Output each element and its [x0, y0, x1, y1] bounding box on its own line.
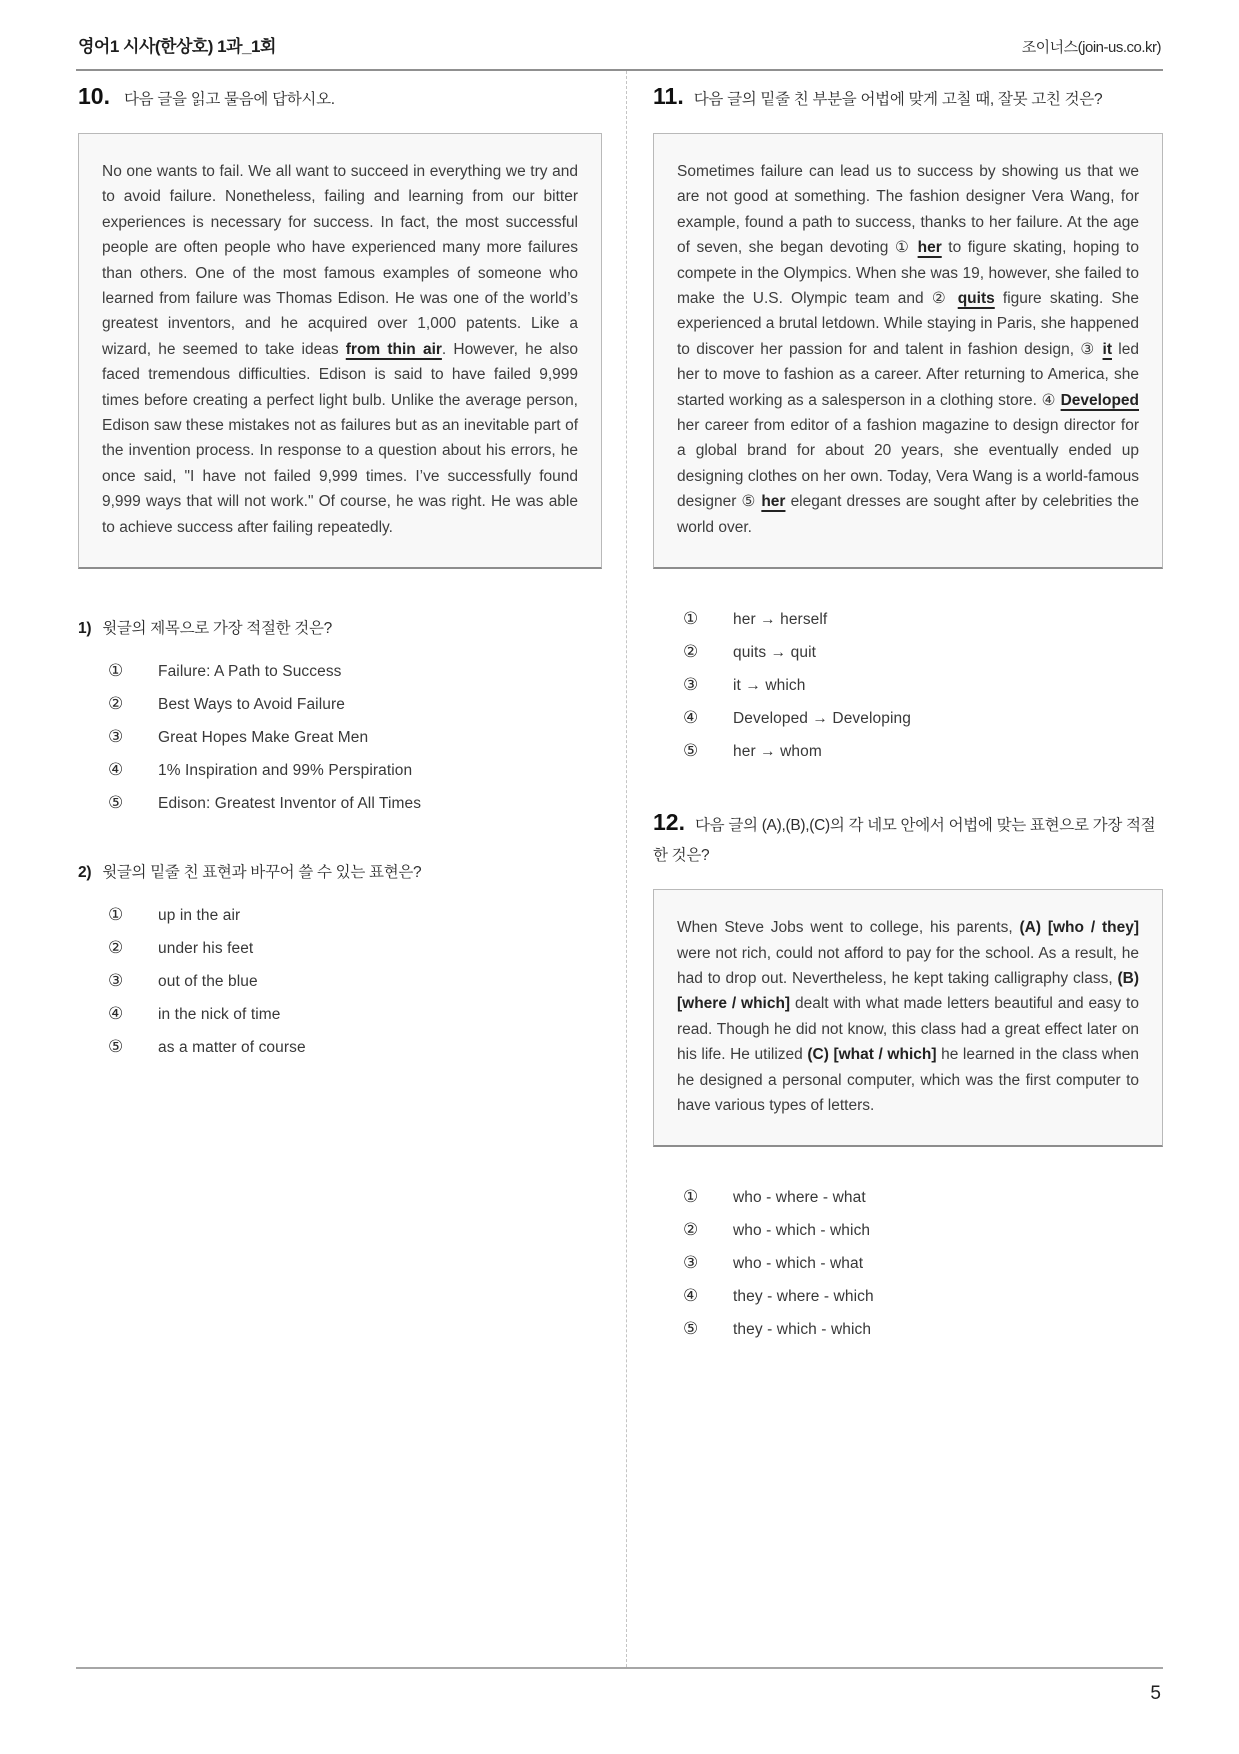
choice-text: they - which - which — [733, 1321, 872, 1339]
choice-marker: ① — [108, 661, 124, 681]
choice-marker: ② — [108, 938, 124, 958]
header-title: 영어1 시사(한상호) 1과_1회 — [78, 37, 276, 56]
choice-marker: ① — [108, 905, 124, 925]
choice-text: Developed → Developing — [733, 710, 911, 728]
choice-option — [683, 741, 1163, 761]
choice-marker: ④ — [108, 1004, 124, 1024]
choice-marker: ④ — [683, 1286, 699, 1306]
choice-text: who - which - what — [733, 1255, 864, 1273]
sub-question-2-label: 2) — [78, 864, 92, 882]
choice-text: under his feet — [158, 940, 254, 958]
question-10-number: 10. — [78, 83, 110, 109]
choice-option — [683, 675, 1163, 695]
sub-question-2-prompt: 윗글의 밑줄 친 표현과 바꾸어 쓸 수 있는 표현은? — [102, 864, 422, 882]
question-11-header — [653, 81, 1163, 115]
question-10-passage-box — [78, 133, 602, 569]
question-11-passage-text: Sometimes failure can lead us to success by showing us that we are not good at something. The fashion designer Vera Wang, for example, found a path to success, thanks to her failure. At the age of seven, she began devoting ① her to figure skating, hoping to compete in the Olympics. When she was 19, however, she failed to make the U.S. Olympic team and ② quits figure skating. She experienced a brutal letdown. While staying in Paris, she happened to discover her passion for and talent in fashion design, ③ it led her to move to fashion as a career. After returning to America, she started working as a salesperson in a clothing store. ④ Developed her career from editor of a fashion magazine to design director for a global brand for about 20 years, she eventually ended up designing clothes on her own. Today, Vera Wang is a world-famous designer ⑤ her elegant dresses are sought after by celebrities the world over. — [677, 163, 1140, 536]
choice-text: as a matter of course — [158, 1039, 306, 1057]
question-11-passage-box — [653, 133, 1163, 569]
choice-option — [108, 760, 602, 780]
question-10-prompt: 다음 글을 읽고 물음에 답하시오. — [124, 91, 335, 108]
choice-marker: ② — [683, 642, 699, 662]
choice-option — [108, 1004, 602, 1024]
choice-option — [683, 1253, 1163, 1273]
page-footer — [76, 1669, 1163, 1705]
choice-text: who - where - what — [733, 1189, 866, 1207]
choice-option — [108, 938, 602, 958]
question-11-prompt: 다음 글의 밑줄 친 부분을 어법에 맞게 고칠 때, 잘못 고친 것은? — [693, 91, 1103, 108]
choice-option — [683, 1187, 1163, 1207]
question-12-choices — [653, 1187, 1163, 1339]
sub-question-2 — [78, 861, 602, 885]
choice-option — [683, 1220, 1163, 1240]
question-10-passage-text: No one wants to fail. We all want to succeed in everything we try and to avoid failure. Nonetheless, failing and learning from our bitter experiences is necessary for success. In fact, the most successful people are often people who have experienced many more failures than others. One of the most famous examples of someone who learned from failure was Thomas Edison. He was one of the world’s greatest inventors, and he acquired over 1,000 patents. Like a wizard, he seemed to take ideas from thin air. However, he also faced tremendous difficulties. Edison is said to have failed 9,999 times before creating a perfect light bulb. Unlike the average person, Edison saw these mistakes not as failures but as an inevitable part of the invention process. In response to a question about his errors, he once said, "I have not failed 9,999 times. I’ve successfully found 9,999 ways that will not work." Of course, he was right. He was able to achieve success after failing repeatedly. — [102, 163, 578, 536]
choice-text: her → whom — [733, 743, 822, 761]
choice-option — [108, 661, 602, 681]
choice-text: they - where - which — [733, 1288, 874, 1306]
choice-option — [108, 727, 602, 747]
choice-option — [108, 905, 602, 925]
page-number: 5 — [1150, 1683, 1161, 1704]
choice-option — [683, 1319, 1163, 1339]
choice-marker: ③ — [108, 727, 124, 747]
choice-text: 1% Inspiration and 99% Perspiration — [158, 762, 413, 780]
choice-text: her → herself — [733, 611, 828, 629]
choice-option — [108, 793, 602, 813]
choice-marker: ④ — [683, 708, 699, 728]
choice-text: up in the air — [158, 907, 241, 925]
choice-option — [683, 609, 1163, 629]
choice-text: Edison: Greatest Inventor of All Times — [158, 795, 422, 813]
question-12-number: 12. — [653, 809, 685, 836]
question-11-number: 11. — [653, 83, 684, 109]
question-12-passage-box — [653, 889, 1163, 1147]
question-12-header — [653, 807, 1163, 871]
choice-marker: ③ — [683, 675, 699, 695]
sub-question-2-choices — [78, 905, 602, 1057]
question-12-passage-text: When Steve Jobs went to college, his parents, (A) [who / they] were not rich, could not afford to pay for the school. As a result, he had to drop out. Nevertheless, he kept taking calligraphy class, (B) [where / which] dealt with what made letters beautiful and easy to read. Though he did not know, this class had a great effect later on his life. He utilized (C) [what / which] he learned in the class when he designed a personal computer, which was the first computer to have various types of letters. — [677, 919, 1140, 1114]
choice-option — [683, 708, 1163, 728]
choice-option — [108, 694, 602, 714]
choice-marker: ① — [683, 1187, 699, 1207]
question-12-prompt: 다음 글의 (A),(B),(C)의 각 네모 안에서 어법에 맞는 표현으로 가장 적절한 것은? — [653, 817, 1156, 865]
choice-option — [108, 1037, 602, 1057]
choice-text: out of the blue — [158, 973, 258, 991]
choice-marker: ⑤ — [683, 1319, 699, 1339]
choice-marker: ⑤ — [108, 1037, 124, 1057]
choice-marker: ③ — [108, 971, 124, 991]
header-site: 조이너스(join-us.co.kr) — [1021, 39, 1161, 56]
question-11-choices — [653, 609, 1163, 761]
choice-option — [683, 642, 1163, 662]
choice-text: Failure: A Path to Success — [158, 663, 342, 681]
choice-text: who - which - which — [733, 1222, 871, 1240]
column-right — [626, 71, 1163, 1667]
choice-text: quits → quit — [733, 644, 817, 662]
column-left — [76, 71, 626, 1667]
choice-text: Great Hopes Make Great Men — [158, 729, 369, 747]
choice-option — [683, 1286, 1163, 1306]
question-10-header — [78, 81, 602, 115]
choice-marker: ① — [683, 609, 699, 629]
page-header — [76, 26, 1163, 69]
choice-text: it → which — [733, 677, 806, 695]
choice-marker: ⑤ — [108, 793, 124, 813]
choice-marker: ③ — [683, 1253, 699, 1273]
choice-marker: ⑤ — [683, 741, 699, 761]
sub-question-1-label: 1) — [78, 620, 92, 638]
choice-text: in the nick of time — [158, 1006, 281, 1024]
choice-marker: ④ — [108, 760, 124, 780]
choice-marker: ② — [683, 1220, 699, 1240]
sub-question-1 — [78, 617, 602, 641]
choice-marker: ② — [108, 694, 124, 714]
sub-question-1-choices — [78, 661, 602, 813]
choice-option — [108, 971, 602, 991]
sub-question-1-prompt: 윗글의 제목으로 가장 적절한 것은? — [102, 620, 332, 638]
choice-text: Best Ways to Avoid Failure — [158, 696, 345, 714]
content — [76, 71, 1163, 1667]
